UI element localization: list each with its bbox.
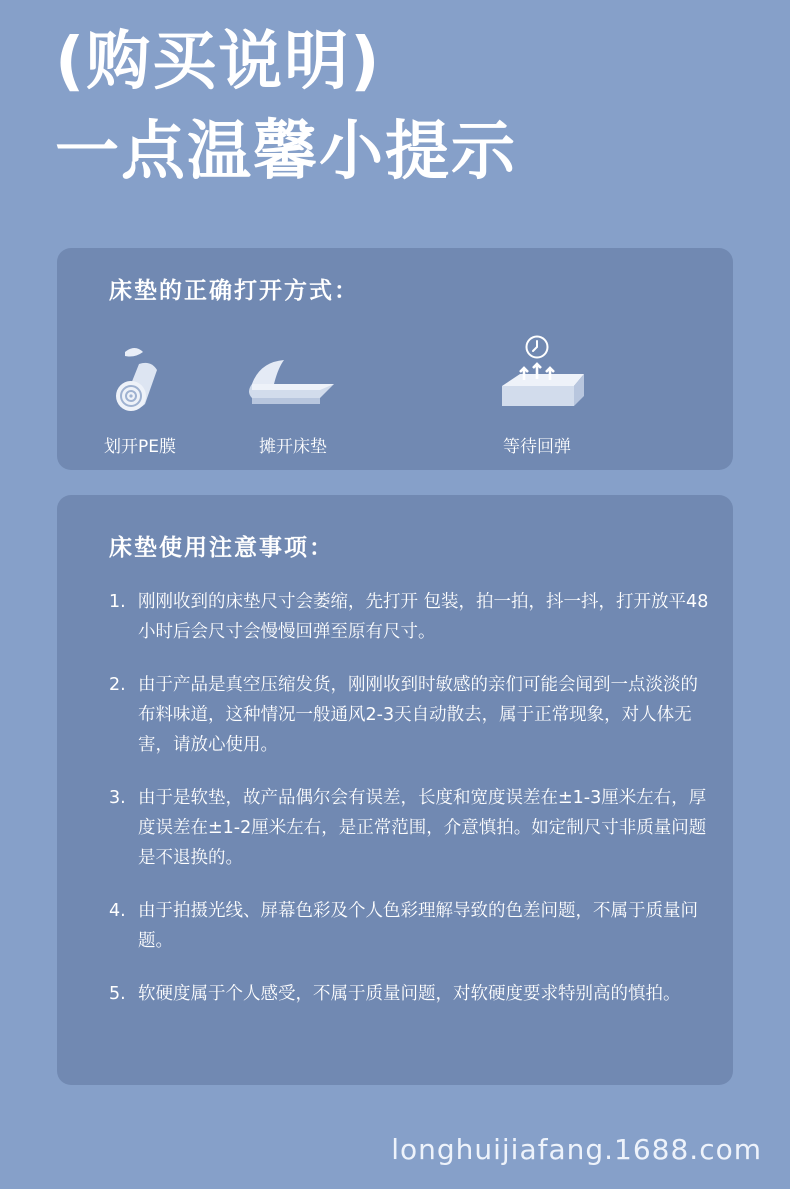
rolled-mattress-icon: [105, 340, 175, 420]
note-item: [109, 783, 709, 873]
page-title-line1: (购买说明): [55, 25, 382, 99]
note-text: 由于产品是真空压缩发货，刚刚收到时敏感的亲们可能会闻到一点淡淡的布料味道，这种情况一般通风2-3天自动散去，属于正常现象，对人体无害，请放心使用。: [138, 675, 698, 755]
usage-notes-list: [109, 587, 709, 1032]
opening-method-heading: 床垫的正确打开方式：: [109, 278, 359, 304]
unrolling-mattress-icon: [238, 340, 348, 420]
note-number: 2.: [109, 675, 126, 695]
step-label-unroll: 摊开床垫: [259, 437, 327, 457]
step-rebound: [452, 334, 622, 457]
store-watermark: longhuijiafang.1688.com: [391, 1133, 762, 1166]
note-text: 由于是软垫，故产品偶尔会有误差，长度和宽度误差在±1-3厘米左右，厚度误差在±1-2厘米左右，是正常范围，介意慎拍。如定制尺寸非质量问题是不退换的。: [138, 788, 707, 868]
step-unroll: [208, 340, 378, 457]
usage-notes-card: [57, 495, 733, 1085]
page-title-line2: 一点温馨小提示: [55, 115, 517, 189]
rebound-clock-icon: [472, 334, 602, 420]
note-item: [109, 896, 709, 956]
usage-notes-heading: 床垫使用注意事项：: [109, 535, 334, 561]
note-number: 5.: [109, 984, 126, 1004]
note-item: [109, 979, 709, 1009]
note-text: 刚刚收到的床垫尺寸会萎缩，先打开 包装，拍一拍，抖一抖，打开放平48小时后会尺寸会慢慢回弹至原有尺寸。: [138, 592, 709, 642]
step-label-cut-film: 划开PE膜: [104, 437, 176, 457]
step-label-rebound: 等待回弹: [503, 437, 571, 457]
note-item: [109, 670, 709, 760]
note-number: 3.: [109, 788, 126, 808]
note-text: 由于拍摄光线、屏幕色彩及个人色彩理解导致的色差问题，不属于质量问题。: [138, 901, 698, 951]
opening-method-card: [57, 248, 733, 470]
note-item: [109, 587, 709, 647]
step-cut-film: [55, 340, 225, 457]
note-number: 1.: [109, 592, 126, 612]
note-text: 软硬度属于个人感受，不属于质量问题，对软硬度要求特别高的慎拍。: [138, 984, 681, 1004]
note-number: 4.: [109, 901, 126, 921]
